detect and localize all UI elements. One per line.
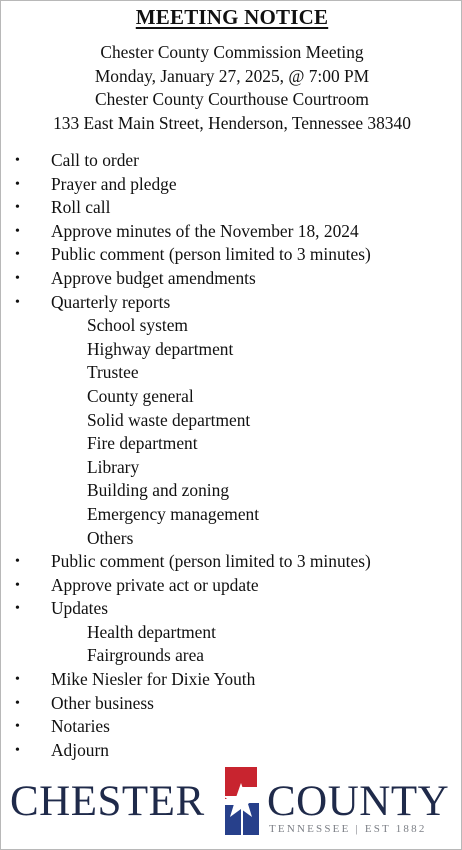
bullet-icon: • <box>15 294 20 310</box>
agenda-item-text: Quarterly reports <box>51 291 171 312</box>
agenda-item-text: Call to order <box>51 150 139 170</box>
agenda-item <box>1 149 462 173</box>
meeting-location: Chester County Courthouse Courtroom <box>95 89 369 109</box>
agenda-item <box>1 267 462 291</box>
bullet-icon: • <box>15 176 20 192</box>
agenda-subitem <box>1 361 462 385</box>
agenda-subitem <box>1 338 462 362</box>
agenda-subitem <box>1 621 462 645</box>
agenda-subitem <box>1 503 462 527</box>
agenda-item-text: Approve minutes of the November 18, 2024 <box>51 220 359 241</box>
agenda-item <box>1 574 462 598</box>
agenda-item <box>1 739 462 763</box>
agenda-subitem <box>1 314 462 338</box>
meeting-datetime: Monday, January 27, 2025, @ 7:00 PM <box>94 65 370 86</box>
agenda-subitem-text: Fire department <box>87 433 198 454</box>
logo-word-chester: CHESTER <box>10 778 205 825</box>
agenda-item <box>1 715 462 739</box>
meeting-name: Chester County Commission Meeting <box>100 42 364 62</box>
agenda-subitem-text: County general <box>87 385 194 406</box>
agenda-subitem-text: Trustee <box>87 362 139 383</box>
meeting-details <box>1 41 462 135</box>
bullet-icon: • <box>15 200 20 216</box>
logo-tagline: TENNESSEE | EST 1882 <box>269 823 427 835</box>
agenda-item-text: Mike Niesler for Dixie Youth <box>51 669 256 690</box>
agenda-subitem <box>1 527 462 551</box>
bullet-icon: • <box>15 554 20 570</box>
agenda-subitem-text: School system <box>87 315 188 336</box>
bullet-icon: • <box>15 270 20 286</box>
agenda-item-text: Approve private act or update <box>51 574 259 595</box>
agenda-item <box>1 220 462 244</box>
agenda-item <box>1 550 462 574</box>
agenda-item <box>1 692 462 716</box>
bullet-icon: • <box>15 247 20 263</box>
agenda-item-text: Public comment (person limited to 3 minutes) <box>51 244 371 265</box>
agenda-subitem-text: Solid waste department <box>87 409 251 430</box>
agenda-subitem <box>1 479 462 503</box>
bullet-icon: • <box>15 223 20 239</box>
bullet-icon: • <box>15 695 20 711</box>
agenda-item <box>1 668 462 692</box>
agenda-subitem-text: Highway department <box>87 338 234 359</box>
bullet-icon: • <box>15 672 20 688</box>
agenda-subitem-text: Emergency management <box>87 503 260 524</box>
agenda-subitem <box>1 385 462 409</box>
notice-title: MEETING NOTICE <box>135 5 329 29</box>
agenda-item <box>1 597 462 621</box>
agenda-item-text: Adjourn <box>51 739 109 760</box>
agenda-subitem-text: Library <box>87 456 140 477</box>
agenda-subitem <box>1 432 462 456</box>
agenda-item-text: Other business <box>51 692 154 713</box>
agenda-item <box>1 173 462 197</box>
logo-word-county: COUNTY <box>267 778 450 825</box>
agenda-item <box>1 243 462 267</box>
meeting-address: 133 East Main Street, Henderson, Tennessee 38340 <box>53 112 411 133</box>
bullet-icon: • <box>15 719 20 735</box>
agenda-item-text: Approve budget amendments <box>51 267 256 288</box>
bullet-icon: • <box>15 577 20 593</box>
agenda-item <box>1 196 462 220</box>
agenda-subitem <box>1 456 462 480</box>
agenda-subitem-text: Health department <box>87 621 216 642</box>
agenda-item-text: Prayer and pledge <box>51 173 177 194</box>
agenda-item-text: Notaries <box>51 716 110 737</box>
agenda-list <box>1 149 462 762</box>
bullet-icon: • <box>15 742 20 758</box>
agenda-item-text: Public comment (person limited to 3 minutes) <box>51 551 371 572</box>
agenda-subitem <box>1 644 462 668</box>
agenda-subitem-text: Building and zoning <box>87 480 230 501</box>
bullet-icon: • <box>15 601 20 617</box>
agenda-subitem-text: Fairgrounds area <box>87 645 205 666</box>
county-logo <box>1 763 462 847</box>
agenda-item-text: Updates <box>51 598 108 619</box>
agenda-subitem-text: Others <box>87 527 134 548</box>
agenda-item-text: Roll call <box>51 197 111 218</box>
bullet-icon: • <box>15 153 20 168</box>
star-flag-icon <box>219 765 263 837</box>
agenda-item <box>1 291 462 315</box>
agenda-subitem <box>1 409 462 433</box>
